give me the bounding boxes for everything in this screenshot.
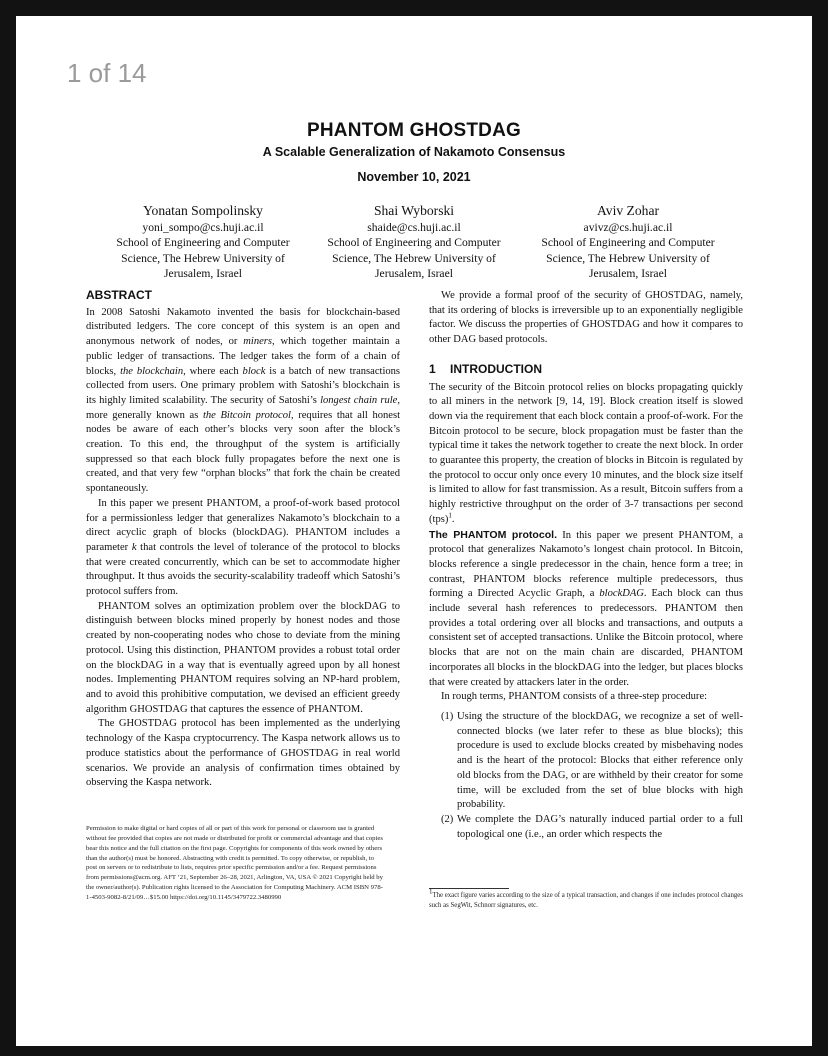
author-affiliation: School of Engineering and Computer Science, The Hebrew University of Jerusalem, Israel [116,236,290,280]
author-name: Shai Wyborski [373,203,455,218]
abstract-paragraph: We provide a formal proof of the security of GHOSTDAG, namely, that its ordering of blocks is irreversible up to an exponentially negligible factor. We discuss the properties of GHOSTDAG and how it compares to other DAG based protocols. [429,290,743,346]
intro-paragraph: The security of the Bitcoin protocol relies on blocks propagating quickly to all miners in the network [9, 14, 19]. Block creation itself is slowed down via the requirement that each block contain a proof-of-work. For the Bitcoin protocol to be secure, block propagation must be faster than the typical time it takes the network together to create the next block. In order to guarantee this property, the creation of blocks in Bitcoin is regulated by the protocol to occur only once every 10 minutes, and the block size itself is limited to allow for fast transmission. As a result, Bitcoin suffers from a highly restrictive throughput on the order of 3-7 transactions per second (tps)$^1$. [429,381,743,525]
author-email: avivz@cs.huji.ac.il [583,221,673,234]
paper-date: November 10, 2021 [357,170,471,184]
intro-paragraph: In rough terms, PHANTOM consists of a three-step procedure: [441,691,708,703]
author-block [307,202,521,281]
paper-subtitle: A Scalable Generalization of Nakamoto Consensus [262,145,566,159]
author-block [96,202,310,281]
author-affiliation: School of Engineering and Computer Science, The Hebrew University of Jerusalem, Israel [327,236,501,280]
list-item: (1) Using the structure of the blockDAG, we recognize a set of well-connected blocks (we later refer to these as blue blocks); this procedure is used to exclude blocks created by misbehaving nodes and is the heart of the protocol: Blocks that either reference only old blocks from the DAG, or are withheld by their creator for some time, will be excluded from the set of blue blocks with high probability. [441,710,743,811]
abstract-paragraph: The GHOSTDAG protocol has been implemented as the underlying technology of the Kaspa cryptocurrency. The Kaspa network allows us to produce statistics about the performance of GHOSTDAG in real world scenarios. We provide an analysis of confirmation times obtained by observing the Kaspa network. [86,718,400,789]
abstract-paragraph: PHANTOM solves an optimization problem over the blockDAG to distinguish between blocks mined properly by honest nodes and those created by non-cooperating nodes who chose to deviate from the mining protocol. Using this distinction, PHANTOM provides a robust total order on the blockDAG in a way that is eventually agreed upon by all honest nodes. Implementing PHANTOM requires solving an NP-hard problem, and to avoid this prohibitive computation, we devised an efficient greedy algorithm GHOSTDAG that captures the essence of PHANTOM. [86,600,400,715]
procedure-list [429,710,743,842]
list-item: (2) We complete the DAG’s naturally induced partial order to a full topological one (i.e., an order which respects the [441,813,743,840]
footnote-divider [429,888,509,889]
author-affiliation: School of Engineering and Computer Science, The Hebrew University of Jerusalem, Israel [541,236,715,280]
right-column [429,289,743,842]
paper-title: PHANTOM GHOSTDAG [307,120,521,141]
left-column [86,288,400,791]
author-name: Aviv Zohar [596,203,660,218]
intro-paragraph: The PHANTOM protocol. In this paper we present PHANTOM, a protocol that generalizes Nakamoto’s longest chain protocol. In Bitcoin, blocks reference a single predecessor in the chain, hence form a tree; in contrast, PHANTOM blocks reference multiple predecessors, thus forming a Directed Acyclic Graph, a blockDAG. Each block can thus include several hash references to predecessors. PHANTOM then provides a total ordering over all blocks and transactions, and outputs a consistent set of accepted transactions. Unlike the Bitcoin protocol, where blocks that are not on the main chain are discarded, PHANTOM incorporates all blocks in the blockDAG into the ledger, but places blocks that were created by attackers later in the order. [429,528,743,688]
footnote-ref[interactable]: 1 [448,511,452,520]
author-email: yoni_sompo@cs.huji.ac.il [142,221,264,234]
pdf-page [16,16,812,1046]
abstract-paragraph: In this paper we present PHANTOM, a proof-of-work based protocol for a permissionless ledger that generalizes Nakamoto’s blockchain to a direct acyclic graph of blocks (blockDAG). PHANTOM includes a parameter k that controls the level of tolerance of the protocol to blocks that were created concurrently, which can be set to accommodate higher throughput. It thus avoids the security-scalability tradeoff which Satoshi’s protocol suffers from. [86,497,400,598]
author-email: shaide@cs.huji.ac.il [367,221,461,234]
intro-heading: 1 INTRODUCTION [429,361,542,376]
author-name: Yonatan Sompolinsky [143,203,263,218]
abstract-paragraph: In 2008 Satoshi Nakamoto invented the basis for blockchain-based distributed ledgers. The core concept of this system is an open and anonymous network of nodes, or miners, which together maintain a public ledger of transactions. The ledger takes the form of a chain of blocks, the blockchain, where each block is a batch of new transactions collected from users. One primary problem with Satoshi’s blockchain is its highly limited scalability. The security of Satoshi’s longest chain rule, more generally known as the Bitcoin protocol, requires that all honest nodes be aware of each other’s blocks very soon after the block’s creation. To this end, the throughput of the system is artificially suppressed so that each block fully propagates before the next one is created, and that very few “orphan blocks” that fork the chain be created spontaneously. [86,306,401,495]
footnote: $^1$The exact figure varies according to the size of a typical transaction, and changes if one includes protocol changes such as SegWit, Schnorr signatures, etc. [429,887,743,909]
page-counter: 1 of 14 [67,58,147,88]
abstract-heading: ABSTRACT [86,288,152,302]
permission-notice: Permission to make digital or hard copies of all or part of this work for personal or classroom use is granted without fee provided that copies are not made or distributed for profit or commercial advantage and that copies bear this notice and the full citation on the first page. Copyrights for components of this work owned by others than the author(s) must be honored. Abstracting with credit is permitted. To copy otherwise, or republish, to post on servers or to redistribute to lists, requires prior specific permission and/or a fee. Request permissions from permissions@acm.org. AFT ’21, September 26–28, 2021, Arlington, VA, USA © 2021 Copyright held by the owner/author(s). Publication rights licensed to the Association for Computing Machinery. ACM ISBN 978-1-4503-9082-8/21/09…$15.00 https://doi.org/10.1145/3479722.3480990 [86,825,383,901]
author-block [521,202,735,281]
